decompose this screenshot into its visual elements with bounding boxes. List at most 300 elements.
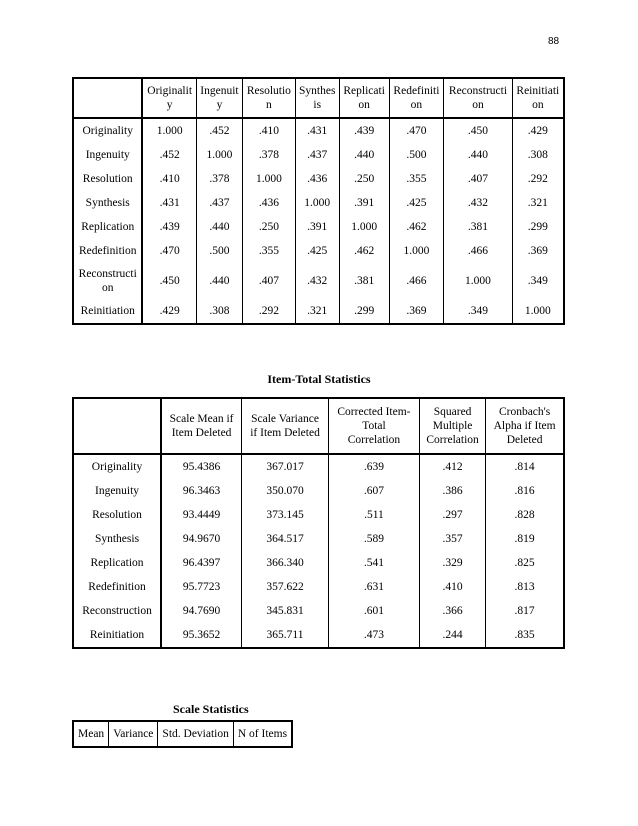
corr-cell — [389, 167, 444, 191]
item-total-cell — [486, 479, 564, 503]
corr-cell — [295, 167, 339, 191]
item-total-cell-text: 365.711 — [266, 629, 304, 641]
corr-row — [73, 167, 564, 191]
corr-cell-text: .440 — [209, 221, 230, 233]
item-total-cell — [161, 454, 242, 479]
corr-cell — [512, 239, 564, 263]
item-total-cell — [419, 479, 485, 503]
corr-cell — [295, 143, 339, 167]
item-total-cell — [242, 527, 329, 551]
item-total-row — [73, 575, 564, 599]
corr-cell-text: .466 — [406, 275, 427, 287]
item-total-title: Item-Total Statistics — [267, 372, 371, 386]
item-total-column-header-text: Cronbach's — [498, 406, 551, 418]
corr-cell — [339, 167, 389, 191]
item-total-row — [73, 454, 564, 479]
corr-cell-text: 1.000 — [524, 305, 551, 317]
item-total-row — [73, 599, 564, 623]
corr-cell-text: 1.000 — [206, 149, 233, 161]
corr-column-header — [196, 78, 242, 118]
corr-cell — [389, 215, 444, 239]
corr-cell — [295, 191, 339, 215]
corr-cell — [243, 191, 296, 215]
item-total-cell — [161, 527, 242, 551]
item-total-column-header-text: Correlation — [347, 434, 401, 446]
corr-cell — [389, 263, 444, 299]
corr-row-label — [73, 143, 142, 167]
corr-cell — [196, 191, 242, 215]
corr-cell-text: .425 — [406, 197, 427, 209]
item-total-cell-text: .511 — [364, 509, 384, 521]
item-total-row-label — [73, 551, 161, 575]
corr-row — [73, 191, 564, 215]
corr-cell — [142, 167, 196, 191]
corr-cell-text: .292 — [258, 305, 279, 317]
corr-cell — [295, 239, 339, 263]
item-total-cell — [486, 527, 564, 551]
item-total-cell-text: .825 — [514, 557, 535, 569]
item-total-cell — [242, 479, 329, 503]
item-total-cell-text: .297 — [442, 509, 463, 521]
corr-cell — [243, 299, 296, 324]
item-total-row-label — [73, 527, 161, 551]
corr-cell — [444, 167, 512, 191]
item-total-cell-text: .819 — [514, 533, 535, 545]
corr-cell-text: .378 — [258, 149, 279, 161]
corr-cell — [339, 118, 389, 143]
corr-column-header-text: Reinitiati — [516, 85, 560, 97]
item-total-cell-text: .828 — [514, 509, 535, 521]
item-total-cell-text: .329 — [442, 557, 463, 569]
corr-cell — [512, 167, 564, 191]
corr-row-label — [73, 191, 142, 215]
corr-cell-text: .429 — [159, 305, 180, 317]
item-total-column-header — [486, 398, 564, 454]
corr-cell-text: .308 — [209, 305, 230, 317]
item-total-cell — [328, 551, 419, 575]
corr-cell — [142, 143, 196, 167]
item-total-cell — [328, 479, 419, 503]
item-total-column-header-text: Correlation — [426, 434, 479, 446]
item-total-cell-text: 95.4386 — [182, 461, 221, 473]
item-total-cell-text: .816 — [514, 485, 535, 497]
item-total-row-label — [73, 575, 161, 599]
corr-cell — [243, 167, 296, 191]
corr-row-label — [73, 215, 142, 239]
corr-row — [73, 143, 564, 167]
scale-stats-column-header — [109, 721, 158, 747]
corr-column-header — [444, 78, 512, 118]
item-total-row-label-text: Reconstruction — [82, 605, 152, 617]
corr-column-header — [142, 78, 196, 118]
corr-cell-text: .462 — [406, 221, 427, 233]
corr-cell — [196, 143, 242, 167]
corr-cell-text: .349 — [527, 275, 548, 287]
corr-cell-text: .500 — [406, 149, 427, 161]
page-number: 88 — [548, 36, 560, 47]
corr-cell-text: .391 — [354, 197, 375, 209]
item-total-cell — [419, 575, 485, 599]
corr-row-label-text: Synthesis — [85, 197, 130, 209]
corr-column-header-text: Originalit — [147, 85, 193, 97]
corr-cell-text: .450 — [467, 125, 489, 137]
corr-cell-text: .452 — [159, 149, 180, 161]
item-total-header-corner — [73, 398, 161, 454]
corr-cell-text: 1.000 — [255, 173, 282, 185]
corr-cell-text: .308 — [527, 149, 548, 161]
corr-column-header-text: Redefiniti — [393, 85, 440, 97]
item-total-cell — [419, 599, 485, 623]
corr-column-header-text: on — [532, 99, 544, 111]
item-total-cell — [419, 454, 485, 479]
item-total-cell — [242, 503, 329, 527]
item-total-cell-text: 373.145 — [266, 509, 304, 521]
corr-cell-text: 1.000 — [304, 197, 331, 209]
item-total-column-header-text: Deleted — [506, 434, 543, 446]
scale-statistics-title: Scale Statistics — [173, 702, 249, 716]
scale-stats-column-header-text: Variance — [113, 728, 154, 740]
item-total-cell — [419, 551, 485, 575]
corr-cell-text: .355 — [258, 245, 279, 257]
item-total-cell-text: 94.7690 — [182, 605, 221, 617]
corr-cell — [142, 239, 196, 263]
corr-cell — [444, 143, 512, 167]
corr-cell-text: .452 — [209, 125, 230, 137]
corr-row-label — [73, 263, 142, 299]
item-total-cell-text: 367.017 — [266, 461, 304, 473]
item-total-cell-text: 96.4397 — [182, 557, 221, 569]
item-total-cell — [161, 575, 242, 599]
corr-cell-text: .378 — [209, 173, 230, 185]
corr-cell-text: .436 — [307, 173, 328, 185]
corr-cell — [196, 239, 242, 263]
item-total-cell — [419, 527, 485, 551]
corr-row — [73, 215, 564, 239]
item-total-cell-text: 350.070 — [266, 485, 304, 497]
corr-cell — [243, 263, 296, 299]
item-total-row-label-text: Replication — [90, 557, 144, 569]
corr-cell — [444, 118, 512, 143]
corr-row-label — [73, 118, 142, 143]
corr-cell-text: .440 — [209, 275, 230, 287]
corr-cell-text: .407 — [258, 275, 279, 287]
corr-row — [73, 118, 564, 143]
item-total-cell — [242, 551, 329, 575]
corr-cell-text: .410 — [159, 173, 180, 185]
scale-stats-column-header-text: Mean — [78, 728, 105, 740]
corr-cell-text: .299 — [527, 221, 548, 233]
item-total-cell — [161, 479, 242, 503]
item-total-cell — [242, 575, 329, 599]
corr-column-header-text: Resolutio — [246, 85, 291, 97]
corr-cell — [243, 143, 296, 167]
corr-cell-text: .321 — [527, 197, 548, 209]
item-total-cell — [242, 623, 329, 648]
item-total-cell-text: .244 — [442, 629, 463, 641]
corr-cell-text: .381 — [354, 275, 375, 287]
corr-column-header — [243, 78, 296, 118]
corr-cell — [444, 299, 512, 324]
item-total-row-label-text: Ingenuity — [94, 485, 140, 497]
corr-column-header-text: on — [410, 99, 423, 111]
corr-cell — [339, 263, 389, 299]
item-total-row-label — [73, 599, 161, 623]
scale-stats-column-header — [158, 721, 233, 747]
item-total-cell — [486, 454, 564, 479]
item-total-column-header-text: Total — [362, 420, 386, 432]
corr-row-label-text: Redefinition — [78, 245, 137, 257]
corr-row-label — [73, 239, 142, 263]
corr-cell-text: .407 — [467, 173, 489, 185]
corr-cell-text: .462 — [354, 245, 375, 257]
corr-cell — [512, 299, 564, 324]
item-total-cell-text: 366.340 — [266, 557, 304, 569]
corr-column-header — [512, 78, 564, 118]
item-total-row-label-text: Synthesis — [94, 533, 140, 545]
corr-cell — [142, 299, 196, 324]
corr-cell-text: .250 — [354, 173, 375, 185]
corr-row-label-text: Ingenuity — [85, 149, 130, 161]
corr-column-header-text: y — [216, 99, 223, 111]
corr-cell-text: .431 — [307, 125, 328, 137]
item-total-cell-text: .412 — [442, 461, 463, 473]
corr-cell-text: .299 — [354, 305, 375, 317]
scale-statistics-table — [72, 720, 293, 748]
corr-row — [73, 263, 564, 299]
corr-cell — [142, 191, 196, 215]
corr-cell — [512, 143, 564, 167]
corr-cell-text: .440 — [467, 149, 489, 161]
corr-row-label-text: Originality — [82, 125, 133, 137]
item-total-column-header-text: Multiple — [432, 420, 473, 432]
item-total-cell — [242, 599, 329, 623]
item-total-cell — [486, 599, 564, 623]
corr-column-header — [295, 78, 339, 118]
corr-cell — [142, 118, 196, 143]
scale-stats-column-header-text: N of Items — [237, 728, 288, 740]
corr-row-label-text: on — [101, 282, 114, 294]
corr-cell — [243, 215, 296, 239]
corr-cell-text: .437 — [307, 149, 328, 161]
scale-stats-column-header-text: Std. Deviation — [162, 728, 229, 740]
item-total-column-header-text: Scale Mean if — [169, 413, 234, 425]
corr-cell — [444, 215, 512, 239]
item-total-cell-text: 96.3463 — [182, 485, 221, 497]
corr-cell — [339, 239, 389, 263]
corr-column-header — [389, 78, 444, 118]
corr-cell — [196, 167, 242, 191]
corr-cell-text: .439 — [159, 221, 180, 233]
item-total-cell-text: .607 — [363, 485, 385, 497]
corr-cell-text: .500 — [209, 245, 230, 257]
corr-cell — [389, 239, 444, 263]
item-total-cell — [486, 575, 564, 599]
item-total-column-header-text: Corrected Item- — [337, 406, 411, 418]
item-total-cell — [486, 503, 564, 527]
item-total-cell-text: .541 — [363, 557, 385, 569]
item-total-cell — [161, 551, 242, 575]
item-total-column-header — [242, 398, 329, 454]
item-total-cell — [328, 623, 419, 648]
corr-row-label-text: Reconstructi — [78, 268, 137, 280]
item-total-cell-text: .631 — [363, 581, 385, 593]
corr-cell — [339, 191, 389, 215]
corr-cell — [295, 118, 339, 143]
item-total-cell — [486, 551, 564, 575]
item-total-cell-text: 93.4449 — [182, 509, 221, 521]
item-total-row-label — [73, 479, 161, 503]
item-total-cell-text: 345.831 — [266, 605, 304, 617]
corr-cell — [295, 215, 339, 239]
corr-cell-text: .437 — [209, 197, 230, 209]
corr-column-header — [339, 78, 389, 118]
corr-cell-text: 1.000 — [156, 125, 183, 137]
corr-column-header-text: is — [313, 99, 322, 111]
corr-cell — [512, 215, 564, 239]
item-total-row-label-text: Originality — [91, 461, 143, 473]
item-total-row — [73, 527, 564, 551]
corr-cell — [196, 263, 242, 299]
item-total-cell-text: .589 — [363, 533, 385, 545]
corr-cell-text: .321 — [307, 305, 328, 317]
item-total-cell-text: .813 — [514, 581, 535, 593]
item-total-cell — [328, 527, 419, 551]
corr-cell — [339, 143, 389, 167]
corr-column-header-text: Replicati — [343, 85, 385, 97]
corr-cell-text: .432 — [467, 197, 489, 209]
item-total-cell — [486, 623, 564, 648]
corr-cell — [389, 143, 444, 167]
corr-cell-text: .466 — [467, 245, 489, 257]
item-total-cell-text: .835 — [514, 629, 535, 641]
corr-row-label — [73, 299, 142, 324]
corr-cell — [339, 299, 389, 324]
corr-cell-text: .440 — [354, 149, 375, 161]
item-total-cell-text: 364.517 — [266, 533, 304, 545]
item-total-cell-text: 95.3652 — [182, 629, 221, 641]
item-total-row — [73, 479, 564, 503]
corr-cell-text: .410 — [258, 125, 279, 137]
corr-row — [73, 239, 564, 263]
corr-cell — [295, 299, 339, 324]
corr-column-header-text: n — [266, 99, 272, 111]
corr-cell — [444, 191, 512, 215]
corr-cell — [444, 239, 512, 263]
item-total-cell — [328, 599, 419, 623]
corr-column-header-text: on — [358, 99, 370, 111]
corr-cell-text: .436 — [258, 197, 279, 209]
item-total-statistics-table — [72, 397, 565, 649]
corr-column-header-text: Synthes — [299, 85, 336, 97]
corr-cell — [512, 118, 564, 143]
item-total-cell-text: .639 — [363, 461, 385, 473]
corr-header-corner — [73, 78, 142, 118]
corr-cell-text: .391 — [307, 221, 328, 233]
corr-cell-text: .369 — [406, 305, 427, 317]
item-total-column-header — [419, 398, 485, 454]
corr-row — [73, 299, 564, 324]
corr-cell — [389, 299, 444, 324]
corr-cell — [142, 215, 196, 239]
corr-cell-text: .250 — [258, 221, 279, 233]
item-total-cell-text: .817 — [514, 605, 535, 617]
corr-cell — [444, 263, 512, 299]
item-total-column-header-text: if Item Deleted — [250, 427, 320, 439]
item-total-column-header-text: Alpha if Item — [493, 420, 556, 432]
item-total-cell — [161, 623, 242, 648]
item-total-cell-text: .473 — [363, 629, 385, 641]
item-total-cell — [161, 599, 242, 623]
item-total-column-header-text: Squared — [433, 406, 472, 418]
corr-cell-text: .369 — [527, 245, 548, 257]
corr-cell-text: .355 — [406, 173, 427, 185]
corr-cell-text: .439 — [354, 125, 375, 137]
item-total-cell-text: .366 — [442, 605, 463, 617]
item-total-row-label-text: Reinitiation — [89, 629, 145, 641]
item-total-cell-text: 357.622 — [266, 581, 304, 593]
corr-cell-text: 1.000 — [465, 275, 491, 287]
corr-cell — [243, 239, 296, 263]
item-total-cell — [328, 575, 419, 599]
item-total-column-header — [161, 398, 242, 454]
item-total-cell-text: .410 — [442, 581, 463, 593]
item-total-cell — [161, 503, 242, 527]
corr-cell-text: .429 — [527, 125, 548, 137]
item-total-cell — [419, 503, 485, 527]
item-total-cell-text: .386 — [442, 485, 463, 497]
item-total-row-label — [73, 503, 161, 527]
item-total-row — [73, 551, 564, 575]
corr-cell — [196, 118, 242, 143]
corr-column-header-text: on — [472, 99, 484, 111]
correlation-matrix-table — [72, 77, 565, 325]
item-total-row-label — [73, 454, 161, 479]
item-total-row-label — [73, 623, 161, 648]
item-total-row-label-text: Resolution — [92, 509, 142, 521]
corr-row-label-text: Replication — [81, 221, 135, 233]
corr-cell-text: .292 — [527, 173, 548, 185]
corr-cell-text: .432 — [307, 275, 328, 287]
corr-cell — [389, 191, 444, 215]
item-total-cell — [328, 503, 419, 527]
corr-column-header-text: y — [166, 99, 173, 111]
corr-column-header-text: Reconstructi — [448, 85, 508, 97]
item-total-row — [73, 623, 564, 648]
corr-cell — [512, 191, 564, 215]
item-total-cell — [328, 454, 419, 479]
item-total-row-label-text: Redefinition — [88, 581, 146, 593]
corr-cell-text: .349 — [467, 305, 489, 317]
item-total-cell — [419, 623, 485, 648]
item-total-cell-text: .601 — [363, 605, 385, 617]
scale-stats-column-header — [73, 721, 109, 747]
corr-cell-text: .470 — [406, 125, 427, 137]
item-total-cell-text: 94.9670 — [182, 533, 221, 545]
item-total-column-header — [328, 398, 419, 454]
item-total-column-header-text: Scale Variance — [251, 413, 319, 425]
corr-cell-text: 1.000 — [403, 245, 430, 257]
item-total-cell — [242, 454, 329, 479]
corr-cell-text: .450 — [159, 275, 180, 287]
corr-cell-text: .431 — [159, 197, 180, 209]
corr-column-header-text: Ingenuit — [200, 85, 239, 97]
scale-stats-column-header — [233, 721, 292, 747]
corr-cell-text: .425 — [307, 245, 328, 257]
corr-row-label-text: Reinitiation — [80, 305, 135, 317]
corr-cell — [339, 215, 389, 239]
corr-cell-text: .381 — [467, 221, 489, 233]
corr-row-label — [73, 167, 142, 191]
